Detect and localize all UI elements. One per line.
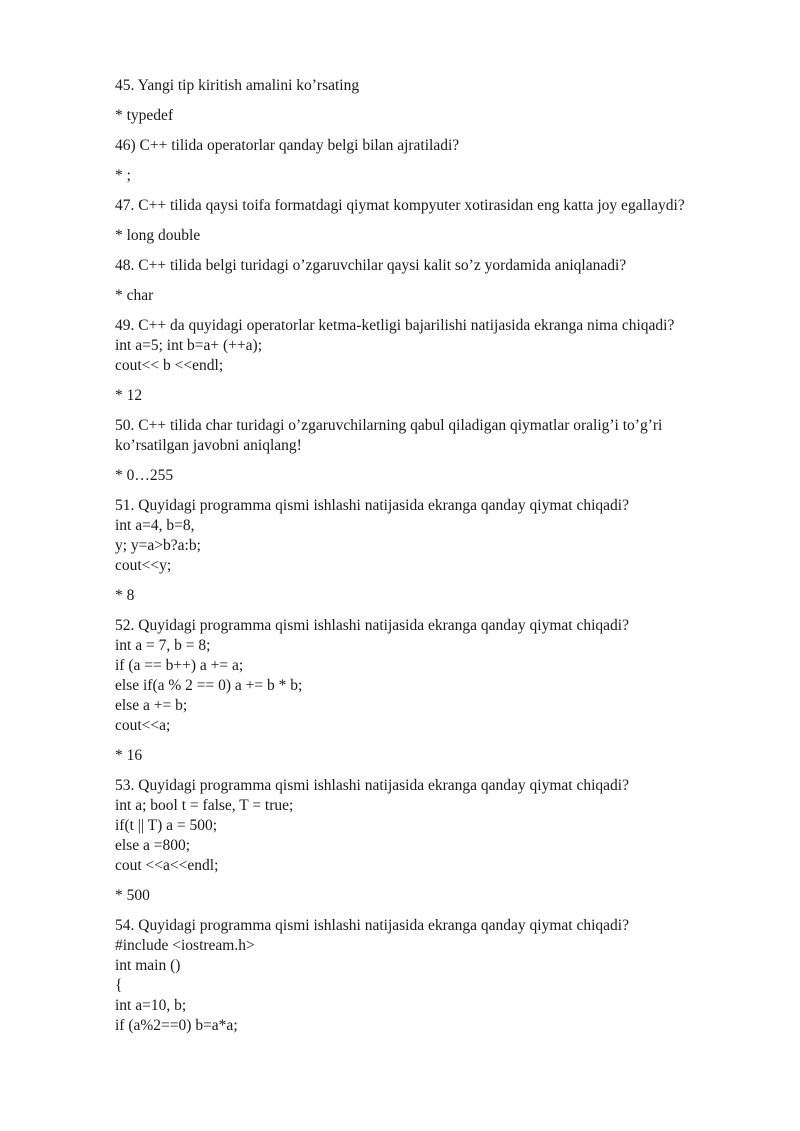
answer-text: * char (115, 287, 154, 304)
code-line: else a += b; (115, 697, 188, 714)
question-text: 51. Quyidagi programma qismi ishlashi natijasida ekranga qanday qiymat chiqadi? (115, 497, 629, 514)
answer-text: * ; (115, 167, 131, 184)
question-block (115, 616, 735, 736)
question-block (115, 76, 735, 96)
question-block (115, 916, 735, 1036)
answer-text: * long double (115, 227, 201, 244)
code-line: else a =800; (115, 837, 191, 854)
question-block (115, 776, 735, 876)
code-line: cout<< b <<endl; (115, 357, 224, 374)
document-content (115, 76, 735, 1046)
code-line: ko’rsatilgan javobni aniqlang! (115, 437, 302, 454)
code-line: { (115, 977, 123, 994)
code-line: cout<<a; (115, 717, 171, 734)
question-text: 45. Yangi tip kiritish amalini ko’rsating (115, 77, 360, 94)
code-line: int a; bool t = false, T = true; (115, 797, 294, 814)
question-text: 47. C++ tilida qaysi toifa formatdagi qiymat kompyuter xotirasidan eng katta joy egallaydi? (115, 197, 685, 214)
answer-text: * 0…255 (115, 467, 174, 484)
code-line: cout<<y; (115, 557, 172, 574)
question-text: 48. C++ tilida belgi turidagi o’zgaruvchilar qaysi kalit so’z yordamida aniqlanadi? (115, 257, 627, 274)
question-text: 53. Quyidagi programma qismi ishlashi natijasida ekranga qanday qiymat chiqadi? (115, 777, 629, 794)
question-block (115, 196, 735, 216)
answer-text: * 16 (115, 747, 143, 764)
code-line: if(t || T) a = 500; (115, 817, 218, 834)
code-line: int a = 7, b = 8; (115, 637, 211, 654)
question-text: 50. C++ tilida char turidagi o’zgaruvchilarning qabul qiladigan qiymatlar oralig’i to’g’ri (115, 417, 663, 434)
question-text: 46) C++ tilida operatorlar qanday belgi bilan ajratiladi? (115, 137, 460, 154)
answer-text: * typedef (115, 107, 174, 124)
code-line: int a=10, b; (115, 997, 187, 1014)
code-line: #include <iostream.h> (115, 937, 255, 954)
question-block (115, 316, 735, 376)
question-block (115, 256, 735, 276)
code-line: int a=4, b=8, (115, 517, 195, 534)
code-line: if (a == b++) a += a; (115, 657, 244, 674)
question-text: 49. C++ da quyidagi operatorlar ketma-ketligi bajarilishi natijasida ekranga nima chiqadi? (115, 317, 675, 334)
question-text: 54. Quyidagi programma qismi ishlashi natijasida ekranga qanday qiymat chiqadi? (115, 917, 629, 934)
code-line: cout <<a<<endl; (115, 857, 219, 874)
code-line: int main () (115, 957, 181, 974)
answer-text: * 500 (115, 887, 150, 904)
question-block (115, 416, 735, 456)
question-block (115, 496, 735, 576)
code-line: if (a%2==0) b=a*a; (115, 1017, 238, 1034)
answer-text: * 12 (115, 387, 143, 404)
question-block (115, 136, 735, 156)
answer-text: * 8 (115, 587, 135, 604)
code-line: else if(a % 2 == 0) a += b * b; (115, 677, 303, 694)
code-line: y; y=a>b?a:b; (115, 537, 201, 554)
question-text: 52. Quyidagi programma qismi ishlashi natijasida ekranga qanday qiymat chiqadi? (115, 617, 629, 634)
code-line: int a=5; int b=a+ (++a); (115, 337, 263, 354)
